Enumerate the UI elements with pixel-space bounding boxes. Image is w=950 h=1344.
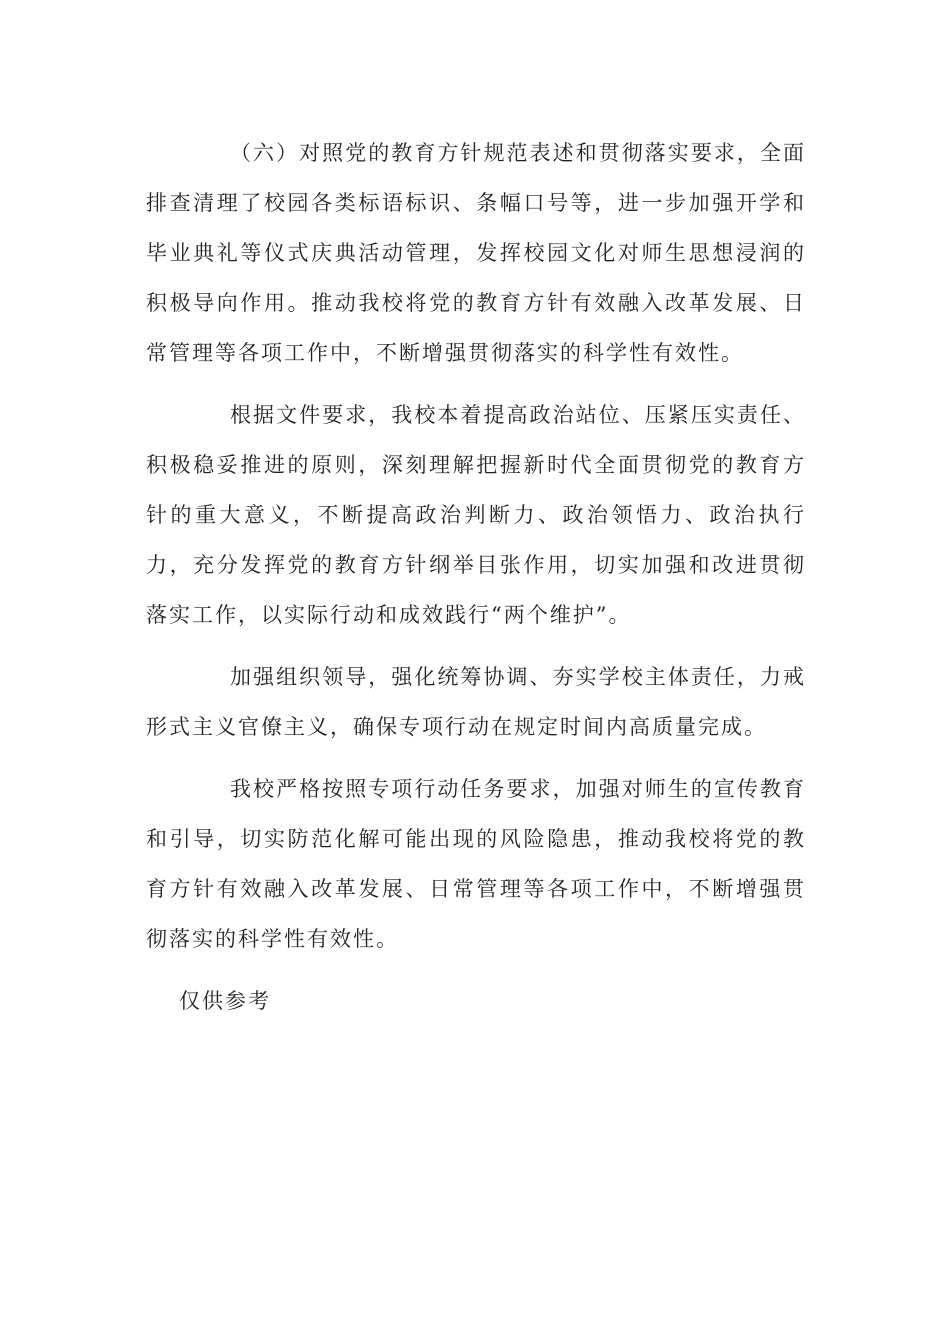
paragraph-3: 加强组织领导，强化统筹协调、夯实学校主体责任，力戒形式主义官僚主义，确保专项行动在规定时间内高质量完成。	[146, 665, 806, 739]
paragraph-1: （六）对照党的教育方针规范表述和贯彻落实要求，全面排查清理了校园各类标语标识、条幅口号等，进一步加强开学和毕业典礼等仪式庆典活动管理，发挥校园文化对师生思想浸润的积极导向作用。推动我校将党的教育方针有效融入改革发展、日常管理等各项工作中，不断增强贯彻落实的科学性有效性。	[146, 141, 806, 365]
reference-note: 仅供参考	[179, 989, 271, 1013]
paragraph-4: 我校严格按照专项行动任务要求，加强对师生的宣传教育和引导，切实防范化解可能出现的风险隐患，推动我校将党的教育方针有效融入改革发展、日常管理等各项工作中，不断增强贯彻落实的科学性有效性。	[146, 777, 806, 951]
paragraph-2: 根据文件要求，我校本着提高政治站位、压紧压实责任、积极稳妥推进的原则，深刻理解把握新时代全面贯彻党的教育方针的重大意义，不断提高政治判断力、政治领悟力、政治执行力，充分发挥党的教育方针纲举目张作用，切实加强和改进贯彻落实工作，以实际行动和成效践行“两个维护”。	[146, 403, 806, 627]
document-body	[146, 128, 806, 1026]
